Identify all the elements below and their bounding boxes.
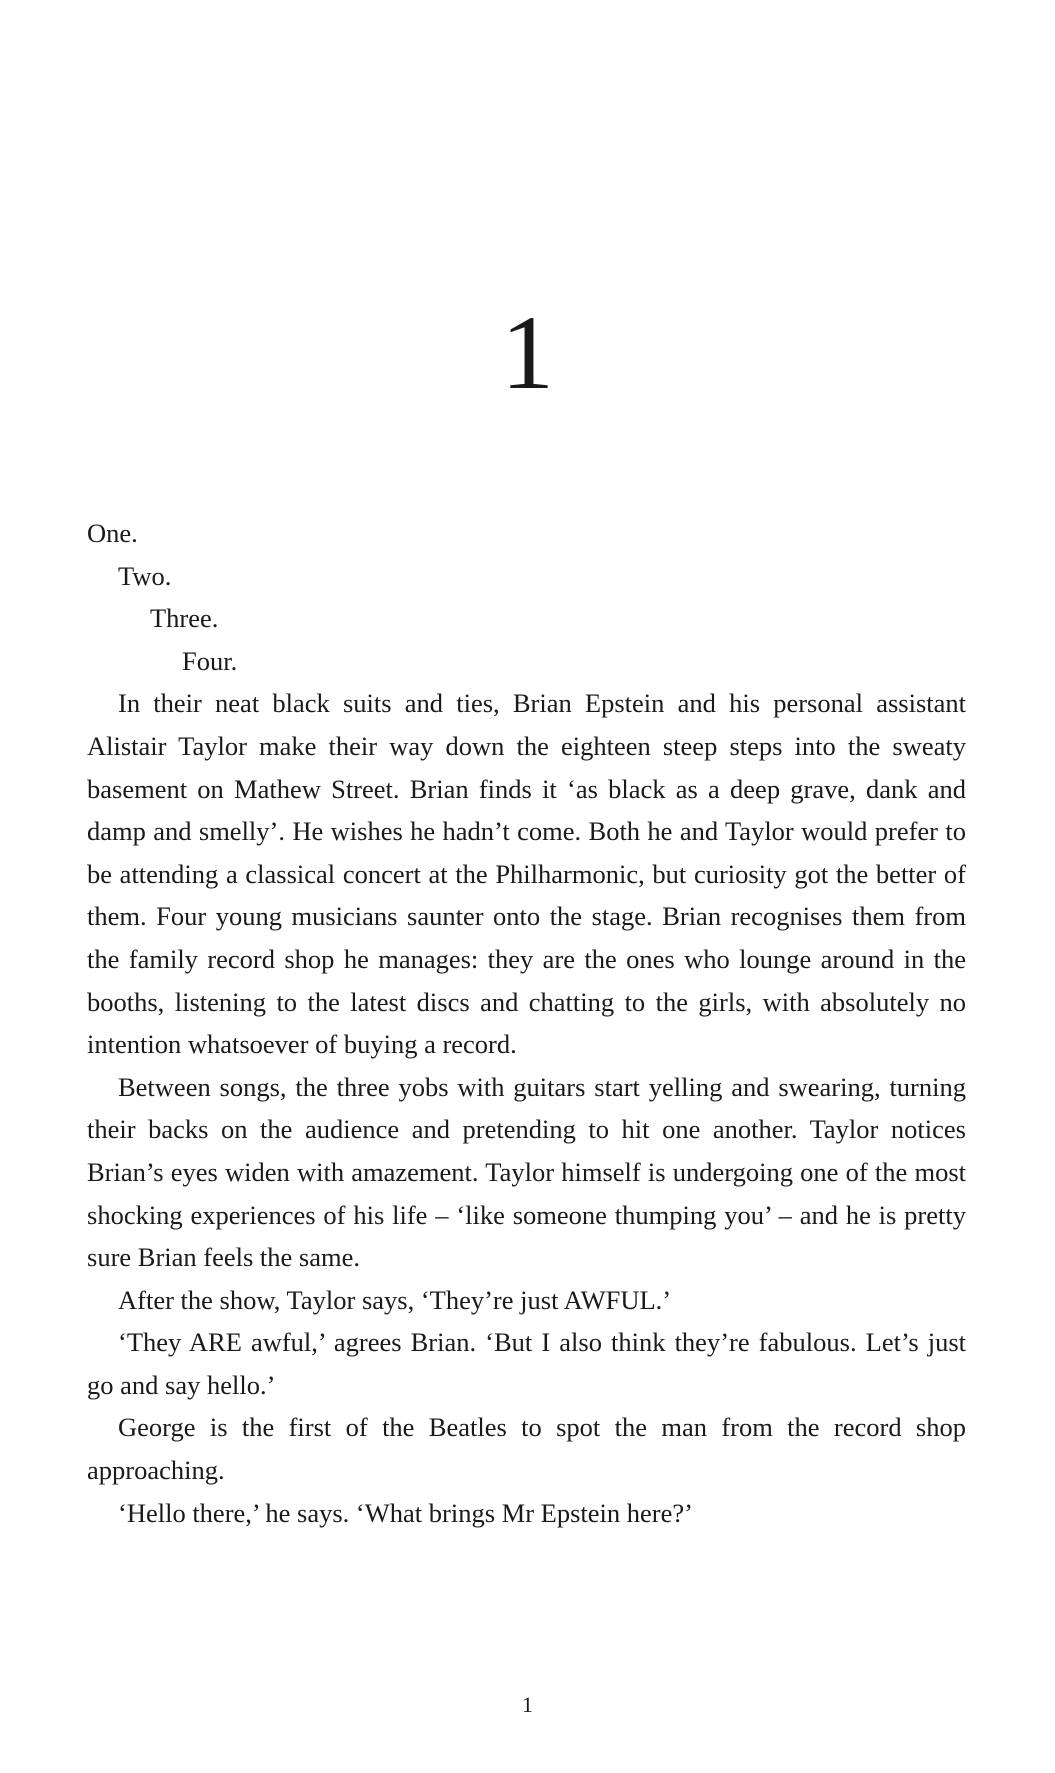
paragraph-after-show: After the show, Taylor says, ‘They’re just AWFUL.’	[118, 1284, 672, 1315]
paragraph-awful-fabulous: ‘They ARE awful,’ agrees Brian. ‘But I also think they’re fabulous. Let’s just go and say hello.’	[87, 1327, 966, 1400]
countdown-one: One.	[87, 518, 138, 548]
countdown-two: Two.	[118, 560, 172, 591]
page-number: 1	[522, 1692, 533, 1717]
countdown-three: Three.	[150, 603, 219, 634]
chapter-number: 1	[501, 294, 554, 411]
countdown-four: Four.	[182, 645, 238, 676]
chapter-body	[87, 512, 966, 1534]
paragraph-basement: In their neat black suits and ties, Brian Epstein and his personal assistant Alistair Taylor make their way down the eighteen steep steps into the sweaty basement on Mathew Street. Brian finds it ‘as black as a deep grave, dank and damp and smelly’. He wishes he hadn’t come. Both he and Taylor would prefer to be attending a classical concert at the Philharmonic, but curiosity got the better of them. Four young musicians saunter onto the stage. Brian recognises them from the family record shop he manages: they are the ones who lounge around in the booths, listening to the latest discs and chatting to the girls, with absolutely no intention whatsoever of buying a record.	[87, 688, 966, 1060]
paragraph-george-spots: George is the first of the Beatles to spot the man from the record shop approaching.	[87, 1412, 966, 1486]
paragraph-between-songs: Between songs, the three yobs with guitars start yelling and swearing, turning their backs on the audience and pretending to hit one another. Taylor notices Brian’s eyes widen with amazement. Taylor himself is undergoing one of the most shocking experiences of his life – ‘like someone thumping you’ – and he is pretty sure Brian feels the same.	[87, 1071, 966, 1273]
paragraph-hello-there: ‘Hello there,’ he says. ‘What brings Mr Epstein here?’	[118, 1497, 693, 1528]
